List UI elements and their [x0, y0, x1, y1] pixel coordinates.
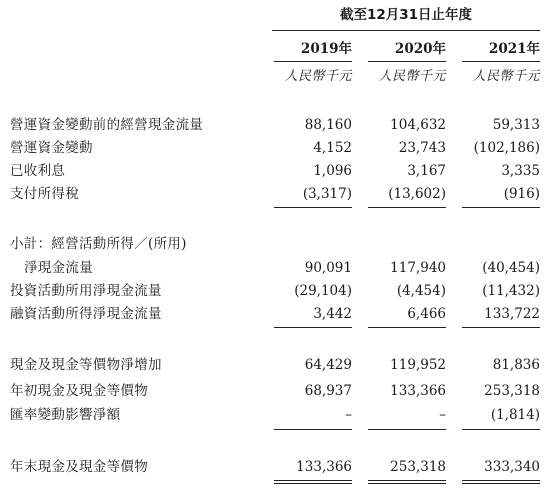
table-cell: (13,602) — [388, 186, 446, 202]
column-unit-2021: 人民幣千元 — [472, 69, 540, 84]
table-cell: (102,186) — [473, 140, 540, 156]
table-cell: 133,366 — [296, 459, 352, 475]
table-cell: 59,313 — [492, 117, 540, 133]
row-label: 已收利息 — [10, 163, 66, 179]
column-year-2021: 2021年 — [488, 41, 540, 57]
row-label: 淨現金流量 — [24, 260, 93, 276]
subtotal-rule — [274, 207, 352, 208]
table-cell: 133,722 — [484, 306, 540, 322]
row-label: 營運資金變動 — [10, 140, 93, 156]
table-cell: 133,366 — [390, 383, 446, 399]
row-label: 小計：經營活動所得／(所用) — [10, 236, 187, 252]
row-label: 匯率變動影響淨額 — [10, 407, 121, 423]
column-unit-2020: 人民幣千元 — [378, 69, 446, 84]
table-cell: (40,454) — [482, 260, 540, 276]
subtotal-rule — [274, 327, 352, 328]
table-cell: 4,152 — [313, 140, 352, 156]
row-label: 年初現金及現金等價物 — [10, 383, 148, 399]
table-cell: 333,340 — [484, 459, 540, 475]
table-cell: 253,318 — [390, 459, 446, 475]
table-cell: (1,814) — [490, 407, 540, 423]
period-header-rule — [272, 30, 540, 31]
subtotal-rule — [462, 207, 540, 208]
total-double-rule — [368, 483, 446, 484]
table-cell: 253,318 — [484, 383, 540, 399]
table-cell: 3,167 — [407, 163, 446, 179]
subtotal-rule — [274, 429, 352, 430]
table-cell: – — [345, 407, 352, 423]
row-label: 營運資金變動前的經營現金流量 — [10, 117, 204, 133]
table-cell: 3,442 — [313, 306, 352, 322]
table-cell: 64,429 — [304, 357, 352, 373]
total-double-rule — [368, 480, 446, 481]
subtotal-rule — [368, 327, 446, 328]
column-unit-2019: 人民幣千元 — [284, 69, 352, 84]
table-cell: 81,836 — [492, 357, 540, 373]
total-double-rule — [274, 480, 352, 481]
column-year-2020: 2020年 — [394, 41, 446, 57]
table-cell: (4,454) — [396, 283, 446, 299]
total-double-rule — [462, 483, 540, 484]
table-cell: 68,937 — [304, 383, 352, 399]
subtotal-rule — [462, 429, 540, 430]
table-cell: 23,743 — [398, 140, 446, 156]
table-cell: 90,091 — [304, 260, 352, 276]
table-cell: (916) — [503, 186, 540, 202]
subtotal-rule — [368, 429, 446, 430]
row-label: 投資活動所用淨現金流量 — [10, 283, 162, 299]
table-cell: (3,317) — [302, 186, 352, 202]
table-cell: 3,335 — [501, 163, 540, 179]
subtotal-rule — [368, 207, 446, 208]
table-cell: 117,940 — [390, 260, 446, 276]
table-cell: 1,096 — [313, 163, 352, 179]
row-label: 年末現金及現金等價物 — [10, 459, 148, 475]
column-year-rule — [368, 61, 446, 62]
column-year-2019: 2019年 — [300, 41, 352, 57]
table-cell: 104,632 — [390, 117, 446, 133]
column-year-rule — [274, 61, 352, 62]
row-label: 融資活動所得淨現金流量 — [10, 306, 162, 322]
subtotal-rule — [462, 327, 540, 328]
table-cell: 88,160 — [304, 117, 352, 133]
period-header: 截至12月31日止年度 — [339, 7, 473, 23]
table-cell: (29,104) — [294, 283, 352, 299]
table-cell: 6,466 — [407, 306, 446, 322]
table-cell: – — [439, 407, 446, 423]
table-cell: (11,432) — [482, 283, 540, 299]
total-double-rule — [274, 483, 352, 484]
row-label: 支付所得稅 — [10, 186, 79, 202]
table-cell: 119,952 — [390, 357, 446, 373]
column-year-rule — [462, 61, 540, 62]
total-double-rule — [462, 480, 540, 481]
row-label: 現金及現金等價物淨增加 — [10, 357, 162, 373]
